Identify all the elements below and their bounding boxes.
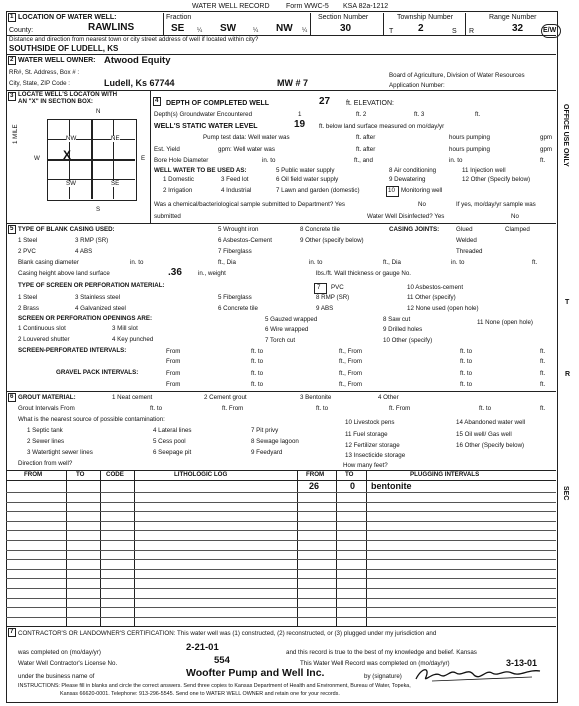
distance-value: SOUTHSIDE OF LUDELL, KS	[9, 44, 119, 53]
src-oilwell: 15 Oil well/ Gas well	[456, 431, 512, 438]
screen-material-label: TYPE OF SCREEN OR PERFORATION MATERIAL:	[18, 282, 165, 289]
range-r: R	[469, 28, 475, 35]
log-table-row-line	[6, 598, 556, 599]
joint-welded: Welded	[456, 237, 477, 244]
perf-from-1: From	[166, 348, 181, 355]
perforated-intervals-label: SCREEN-PERFORATED INTERVALS:	[18, 347, 127, 354]
chem-no: No	[418, 201, 426, 208]
gravel-ft-1: ft.	[540, 370, 546, 377]
instructions-line-2: Kansas 66620-0001. Telephone: 913-296-5545. Send one to WATER WELL OWNER and retain one for your records.	[60, 691, 340, 697]
quarter-3: NW	[276, 23, 293, 34]
license-label: Water Well Contractor's License No.	[18, 660, 118, 667]
gw-1: 1	[298, 111, 302, 118]
src-other: 16 Other (Specify below)	[456, 442, 525, 449]
casing-wrought: 5 Wrought iron	[218, 226, 259, 233]
section-5-number: 5	[10, 225, 14, 232]
perf-ftto-1b: ft. to	[460, 348, 473, 355]
src-seepage: 6 Seepage pit	[153, 449, 192, 456]
open-louvered: 2 Louvered shutter	[18, 336, 70, 343]
certification-label: CONTRACTOR'S OR LANDOWNER'S CERTIFICATION: This water well was (1) constructed, (2) reconstructed, or (3) plugged under my jurisdiction and	[18, 630, 437, 637]
owner-value: Atwood Equity	[104, 55, 171, 66]
joint-glued: Glued	[456, 226, 473, 233]
casing-pvc: 2 PVC	[18, 248, 36, 255]
casing-steel: 1 Steel	[18, 237, 38, 244]
src-septic: 1 Septic tank	[27, 427, 63, 434]
west-label: W	[34, 155, 40, 162]
casing-height-label: Casing height above land surface	[18, 270, 110, 277]
disinfected-label: Water Well Disinfected? Yes	[367, 213, 445, 220]
blank-in-to: in. to	[130, 259, 144, 266]
screen-rmp: 8 RMP (SR)	[316, 294, 350, 301]
fraction-label: Fraction	[166, 14, 192, 21]
section-4-number: 4	[155, 97, 159, 104]
submitted-label: submitted	[154, 213, 181, 220]
grout-neat: 1 Neat cement	[112, 394, 153, 401]
use-dewatering: 9 Dewatering	[389, 176, 426, 183]
use-oilfield: 6 Oil field water supply	[276, 176, 339, 183]
ew-label: E/W	[543, 27, 557, 34]
range-value: 32	[512, 23, 524, 34]
log-table-row-line	[6, 569, 556, 570]
gravel-ft-2: ft.	[540, 381, 546, 388]
depth-label: DEPTH OF COMPLETED WELL	[166, 100, 270, 107]
bore-hole-label: Bore Hole Diameter	[154, 157, 209, 164]
open-torch: 7 Torch cut	[265, 337, 296, 344]
bore-in: in. to	[262, 157, 276, 164]
nw-label: NW	[66, 135, 77, 142]
record-date: 3-13-01	[506, 658, 538, 668]
record-completed-label: This Water Well Record was completed on (mo/day/yr)	[300, 660, 450, 667]
address-label: RR#, St. Address, Box # :	[9, 69, 80, 76]
bore-ft2: ft.	[540, 157, 546, 164]
depth-value: 27	[319, 96, 331, 107]
perf-ftto-2: ft. to	[251, 358, 264, 365]
screen-stainless: 3 Stainless steel	[75, 294, 121, 301]
perf-ftto-2b: ft. to	[460, 358, 473, 365]
src-lagoon: 8 Sewage lagoon	[251, 438, 299, 445]
open-other: 10 Other (specify)	[383, 337, 433, 344]
license-number: 554	[214, 655, 230, 666]
casing-label: TYPE OF BLANK CASING USED:	[18, 226, 115, 233]
form-number: Form WWC-5	[286, 3, 329, 10]
static-level-value: 19	[294, 119, 306, 130]
src-fertilizer: 12 Fertilizer storage	[345, 442, 400, 449]
pump-after: ft. after	[356, 134, 376, 141]
open-drilled: 9 Drilled holes	[383, 326, 423, 333]
gravel-ftto-1b: ft. to	[460, 370, 473, 377]
north-label: N	[96, 108, 101, 115]
screen-7-number: 7	[317, 284, 321, 291]
log-header-to: TO	[76, 471, 85, 478]
grout-ftto-2: ft. to	[316, 405, 329, 412]
fraction-symbol: ¼	[302, 27, 308, 34]
chem-if-yes: If yes, mo/day/yr sample was	[456, 201, 536, 208]
screen-7-checkbox	[314, 283, 327, 294]
gw-ft: ft.	[475, 111, 481, 118]
grout-other: 4 Other	[378, 394, 399, 401]
gravel-ftfrom-1: ft., From	[339, 370, 363, 377]
open-gauzed: 5 Gauzed wrapped	[265, 316, 318, 323]
east-label: E	[141, 155, 146, 162]
yield-gpm-end: gpm	[540, 146, 553, 153]
signature	[412, 663, 547, 685]
section-3-number: 3	[10, 92, 14, 99]
casing-height-value: .36	[168, 267, 182, 278]
grout-ft: ft.	[540, 405, 546, 412]
pump-hours: hours pumping	[449, 134, 490, 141]
src-feedyard: 9 Feedyard	[251, 449, 283, 456]
static-level-rest: ft. below land surface measured on mo/day/yr	[319, 123, 445, 130]
log-header-from-2: FROM	[306, 471, 325, 478]
true-statement: and this record is true to the best of my knowledge and belief. Kansas	[286, 649, 477, 656]
use-public: 5 Public water supply	[276, 167, 335, 174]
well-location-mark: X	[63, 148, 72, 162]
wall-thickness-label: lbs./ft. Wall thickness or gauge No.	[316, 270, 412, 277]
log-table-row-line	[6, 617, 556, 618]
log-header-code: CODE	[106, 471, 124, 478]
gravel-from-1: From	[166, 370, 181, 377]
use-feed-lot: 3 Feed lot	[221, 176, 249, 183]
casing-joints-label: CASING JOINTS:	[389, 226, 440, 233]
log-header-from: FROM	[24, 471, 43, 478]
margin-sec: SEC	[562, 486, 569, 501]
quarter-1: SE	[171, 23, 185, 34]
log-table-row-line	[6, 530, 556, 531]
screen-concrete: 6 Concrete tile	[218, 305, 258, 312]
use-label: WELL WATER TO BE USED AS:	[154, 167, 247, 174]
casing-rmp: 3 RMP (SR)	[75, 237, 109, 244]
locate-label-2: AN "X" IN SECTION BOX:	[18, 98, 93, 105]
screen-pvc: PVC	[331, 284, 344, 291]
perf-ftfrom-2: ft., From	[339, 358, 363, 365]
bore-ft: ft., and	[354, 157, 373, 164]
blank-in-to-2: in. to	[309, 259, 323, 266]
src-abandoned: 14 Abandoned water well	[456, 419, 526, 426]
log-table-row-line	[6, 559, 556, 560]
county-value: RAWLINS	[88, 22, 135, 33]
src-watertight: 3 Watertight sewer lines	[27, 449, 93, 456]
grout-cement: 2 Cement grout	[204, 394, 247, 401]
city-state-zip-label: City, State, ZIP Code :	[9, 80, 70, 87]
gravel-ftfrom-2: ft., From	[339, 381, 363, 388]
use-industrial: 4 Industrial	[221, 187, 252, 194]
grout-ftfrom-2: ft. From	[389, 405, 411, 412]
fraction-symbol: ¼	[253, 27, 259, 34]
grout-ftto-1: ft. to	[150, 405, 163, 412]
use-domestic: 1 Domestic	[163, 176, 194, 183]
blank-in-to-3: in. to	[451, 259, 465, 266]
business-name-label: under the business name of	[18, 673, 95, 680]
signature-label: by (signature)	[364, 673, 402, 680]
grout-bentonite: 3 Bentonite	[300, 394, 332, 401]
ne-label: NE	[111, 135, 120, 142]
open-wire: 6 Wire wrapped	[265, 326, 309, 333]
src-cess: 5 Cess pool	[153, 438, 186, 445]
contamination-label: What is the nearest source of possible contamination:	[18, 416, 165, 423]
completed-date: 2-21-01	[186, 642, 219, 653]
locate-label-1: LOCATE WELL'S LOCATON WITH	[18, 91, 118, 98]
use-irrigation: 2 Irrigation	[163, 187, 193, 194]
grout-label: GROUT MATERIAL:	[18, 394, 76, 401]
perf-from-2: From	[166, 358, 181, 365]
open-key: 4 Key punched	[112, 336, 154, 343]
quarter-2: SW	[220, 23, 237, 34]
log-header-lithologic: LITHOLOGIC LOG	[174, 471, 228, 478]
log-header-plugging: PLUGGING INTERVALS	[410, 471, 480, 478]
yield-gpm: gpm: Well water was	[218, 146, 275, 153]
screen-abs: 9 ABS	[316, 305, 334, 312]
plug-description-value: bentonite	[371, 481, 412, 491]
use-monitoring: Monitoring well	[401, 187, 443, 194]
use-air: 8 Air conditioning	[389, 167, 437, 174]
gravel-pack-label: GRAVEL PACK INTERVALS:	[56, 369, 139, 376]
township-value: 2	[418, 23, 424, 34]
elevation-label: ft. ELEVATION:	[346, 100, 394, 107]
completed-label: was completed on (mo/day/yr)	[18, 649, 101, 656]
gravel-from-2: From	[166, 381, 181, 388]
grout-ftto-3: ft. to	[479, 405, 492, 412]
use-other: 12 Other (Specify below)	[462, 176, 531, 183]
township-t: T	[389, 28, 394, 35]
se-label: SE	[111, 180, 120, 187]
section-7-number: 7	[10, 628, 14, 635]
how-many-feet-label: How many feet?	[343, 462, 388, 469]
casing-fiberglass: 7 Fiberglass	[218, 248, 252, 255]
blank-diameter-label: Blank casing diameter	[18, 259, 79, 266]
township-s: S	[452, 28, 457, 35]
casing-abs: 4 ABS	[75, 248, 93, 255]
business-name: Woofter Pump and Well Inc.	[186, 667, 325, 679]
section-number-value: 30	[340, 23, 352, 34]
gw-3: ft. 3	[414, 111, 425, 118]
perf-ft-1: ft.	[540, 348, 546, 355]
open-continuous: 1 Continuous slot	[18, 325, 66, 332]
groundwater-label: Depth(s) Groundwater Encountered	[154, 111, 253, 118]
blank-ft: ft.	[532, 259, 538, 266]
owner-label: WATER WELL OWNER:	[18, 57, 96, 64]
section-number-label: Section Number	[318, 14, 369, 21]
instructions-line-1: INSTRUCTIONS: Please fill in blanks and circle the correct answers. Send three copies to Kansas Department of Health and Environment, Bureau of Water, Topeka,	[18, 683, 411, 689]
south-label: S	[96, 206, 101, 213]
log-table-row-line	[6, 588, 556, 589]
disinfected-no: No	[511, 213, 519, 220]
sw-label: SW	[66, 180, 76, 187]
grout-ftfrom-1: ft. From	[222, 405, 244, 412]
use-lawn: 7 Lawn and garden (domestic)	[276, 187, 360, 194]
joint-clamped: Clamped	[505, 226, 530, 233]
plug-to-value: 0	[350, 481, 356, 491]
src-privy: 7 Pit privy	[251, 427, 279, 434]
yield-after: ft. after	[356, 146, 376, 153]
screen-brass: 2 Brass	[18, 305, 39, 312]
distance-label: Distance and direction from nearest town or city street address of well if located within city?	[9, 36, 259, 43]
margin-t: T	[565, 299, 570, 306]
gravel-ftto-2: ft. to	[251, 381, 264, 388]
section-6-number: 6	[10, 393, 14, 400]
joint-threaded: Threaded	[456, 248, 483, 255]
application-number-label: Application Number:	[389, 82, 445, 89]
open-none: 11 None (open hole)	[477, 319, 533, 326]
casing-concrete: 8 Concrete tile	[300, 226, 340, 233]
casing-asbestos: 6 Asbestos-Cement	[218, 237, 272, 244]
open-saw: 8 Saw cut	[383, 316, 411, 323]
perf-ftfrom-1: ft., From	[339, 348, 363, 355]
blank-ft-dia-2: ft., Dia	[383, 259, 401, 266]
screen-galvanized: 4 Galvanized steel	[75, 305, 126, 312]
openings-label: SCREEN OR PERFORATION OPENINGS ARE:	[18, 315, 153, 322]
gw-2: ft. 2	[356, 111, 367, 118]
city-state-zip-value: Ludell, Ks 67744	[104, 78, 175, 88]
perf-ft-2: ft.	[540, 358, 546, 365]
section-1-number: 1	[10, 13, 14, 20]
casing-other: 9 Other (specify below)	[300, 237, 364, 244]
township-label: Township Number	[397, 14, 454, 21]
county-label: County:	[9, 27, 34, 34]
static-level-label: WELL'S STATIC WATER LEVEL	[154, 123, 258, 130]
log-table-row-line	[6, 550, 556, 551]
location-label: LOCATION OF WATER WELL:	[18, 14, 117, 21]
src-fuel: 11 Fuel storage	[345, 431, 388, 438]
yield-hours: hours pumping	[449, 146, 490, 153]
casing-weight-label: in., weight	[198, 270, 226, 277]
bore-in2: in. to	[449, 157, 463, 164]
screen-none: 12 None used (open hole)	[407, 305, 479, 312]
screen-other: 11 Other (specify)	[407, 294, 456, 301]
screen-fiberglass: 5 Fiberglass	[218, 294, 252, 301]
direction-label: Direction from well?	[18, 460, 73, 467]
open-mill: 3 Mill slot	[112, 325, 138, 332]
log-table-row-line	[6, 502, 556, 503]
board-label: Board of Agriculture, Division of Water Resources	[389, 72, 525, 79]
use-10-number: 10	[388, 187, 395, 194]
log-table-row-line	[6, 492, 556, 493]
margin-r: R	[565, 371, 571, 378]
src-sewer: 2 Sewer lines	[27, 438, 65, 445]
gravel-ftto-2b: ft. to	[460, 381, 473, 388]
src-lateral: 4 Lateral lines	[153, 427, 192, 434]
log-header-to-2: TO	[345, 471, 354, 478]
section-2-number: 2	[10, 56, 14, 63]
pump-test-label: Pump test data: Well water was	[203, 134, 290, 141]
log-table-row-line	[6, 578, 556, 579]
chem-sample-label: Was a chemical/bacteriological sample submitted to Department? Yes	[154, 201, 345, 208]
use-injection: 11 Injection well	[462, 167, 506, 174]
mile-label: 1 MILE	[12, 124, 19, 144]
src-insecticide: 13 Insecticide storage	[345, 452, 406, 459]
log-table-row-line	[6, 521, 556, 522]
log-table-row-line	[6, 511, 556, 512]
perf-ftto-1: ft. to	[251, 348, 264, 355]
log-table-row-line	[6, 540, 556, 541]
grout-intervals-label: Grout Intervals From	[18, 405, 75, 412]
mw-number: MW # 7	[277, 78, 309, 88]
yield-label: Est. Yield	[154, 146, 180, 153]
blank-ft-dia: ft., Dia	[218, 259, 236, 266]
pump-gpm: gpm	[540, 134, 553, 141]
ksa-reference: KSA 82a-1212	[343, 3, 389, 10]
range-label: Range Number	[489, 14, 537, 21]
plug-from-value: 26	[309, 481, 320, 491]
gravel-ftto-1: ft. to	[251, 370, 264, 377]
screen-steel: 1 Steel	[18, 294, 38, 301]
fraction-symbol: ¼	[197, 27, 203, 34]
office-use-only: OFFICE USE ONLY	[562, 104, 569, 167]
screen-asbestos: 10 Asbestos-cement	[407, 284, 464, 291]
log-table-row-line	[6, 607, 556, 608]
src-livestock: 10 Livestock pens	[345, 419, 395, 426]
form-title: WATER WELL RECORD	[192, 3, 270, 10]
